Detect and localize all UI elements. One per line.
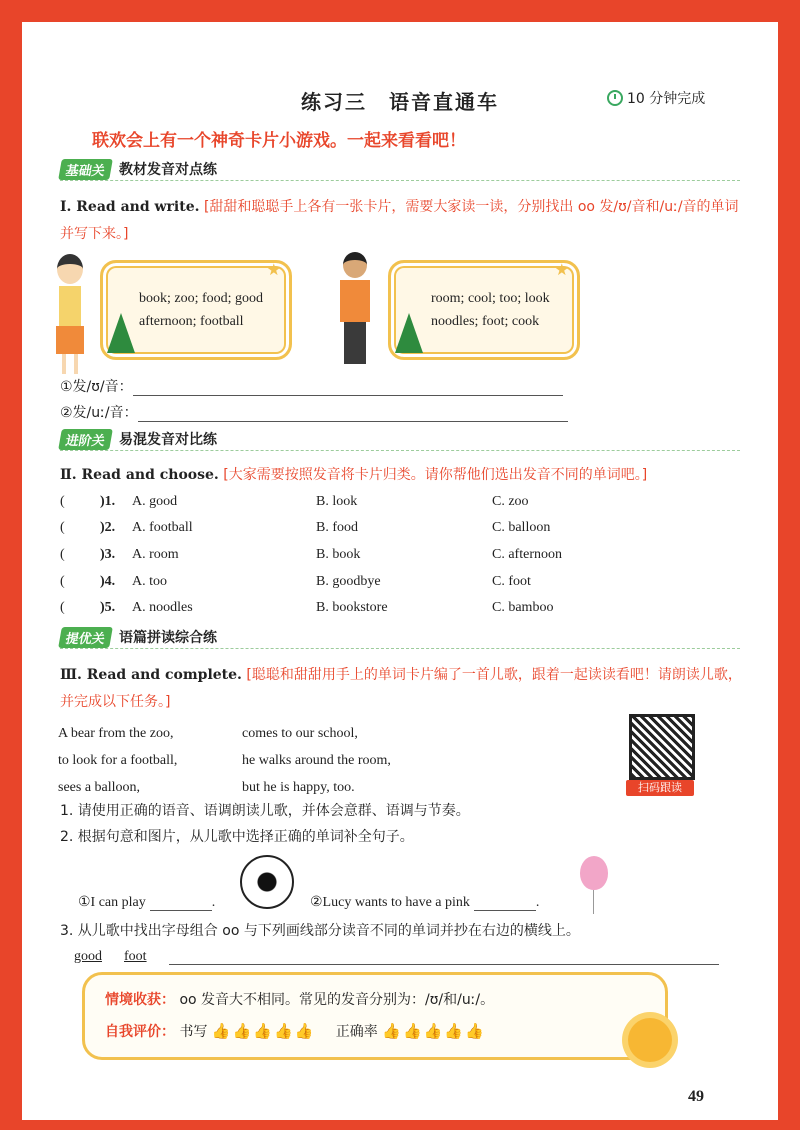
worksheet-page <box>22 22 778 1120</box>
girl-head <box>57 254 83 284</box>
tree-icon <box>395 313 423 353</box>
choice-row <box>60 547 750 573</box>
card2-line2: noodles; foot; cook <box>431 314 540 329</box>
option-c: C. foot <box>492 574 531 589</box>
girl-skirt <box>56 326 84 354</box>
section2-tag: 进阶关 <box>58 429 113 450</box>
option-c: C. balloon <box>492 520 551 535</box>
option-b: B. bookstore <box>316 600 388 615</box>
thumb-icon[interactable]: 👍 <box>382 1022 401 1040</box>
thumb-icon[interactable]: 👍 <box>465 1022 484 1040</box>
tree-icon <box>107 313 135 353</box>
section2-label: 易混发音对比练 <box>119 432 218 448</box>
choice-row <box>60 600 750 626</box>
task-2: 2. 根据句意和图片，从儿歌中选择正确的单词补全句子。 <box>60 829 414 845</box>
star-icon: ★ <box>266 262 281 279</box>
gain-text: oo 发音大不相同。常见的发音分别为：/ʊ/和/uː/。 <box>179 992 495 1008</box>
qr-code[interactable] <box>629 714 695 780</box>
option-b: B. goodbye <box>316 574 381 589</box>
eval-label: 自我评价： <box>105 1024 175 1040</box>
bottom-bar <box>22 1120 778 1130</box>
option-a: A. noodles <box>132 600 193 615</box>
option-c: C. afternoon <box>492 547 562 562</box>
card1-line2: afternoon; football <box>139 314 244 329</box>
fill1-blank[interactable] <box>150 894 212 911</box>
girl-top <box>59 286 81 326</box>
task3-row <box>74 948 719 965</box>
poem-line: to look for a football, <box>58 753 178 768</box>
question1-header <box>60 194 750 248</box>
girl-illustration <box>56 254 84 374</box>
boy-illustration <box>340 252 370 364</box>
choice-row <box>60 520 750 546</box>
poem-line: sees a balloon, <box>58 780 141 795</box>
fill-sentence-1 <box>78 894 215 911</box>
question1-instruction: [甜甜和聪聪手上各有一张卡片，需要大家读一读，分别找出 oo 发/ʊ/音和/uː/音的单词并写下来。] <box>60 199 739 242</box>
task-3: 3. 从儿歌中找出字母组合 oo 与下列画线部分读音不同的单词并抄在右边的横线上。 <box>60 923 580 939</box>
choice-row <box>60 574 750 600</box>
thumb-icon[interactable]: 👍 <box>232 1022 252 1040</box>
word-card-1 <box>100 260 292 360</box>
option-a: A. good <box>132 494 178 509</box>
answer-paren[interactable]: ( <box>60 600 65 615</box>
question3-title: Ⅲ. Read and complete. <box>60 667 242 683</box>
blank-row-1 <box>60 376 563 396</box>
task-1: 1. 请使用正确的语音、语调朗读儿歌，并体会意群、语调与节奏。 <box>60 803 470 819</box>
poem-line: but he is happy, too. <box>242 780 355 795</box>
question2-title: Ⅱ. Read and choose. <box>60 467 219 483</box>
summary-gain <box>105 989 494 1009</box>
answer-paren[interactable]: ( <box>60 520 65 535</box>
thumb-icon[interactable]: 👍 <box>273 1022 293 1040</box>
thumb-icon[interactable]: 👍 <box>211 1022 231 1040</box>
word-card-2 <box>388 260 580 360</box>
option-b: B. book <box>316 547 361 562</box>
answer-paren[interactable]: ( <box>60 574 65 589</box>
option-a: A. too <box>132 574 167 589</box>
thumb-icon[interactable]: 👍 <box>294 1022 314 1040</box>
section3-label: 语篇拼读综合练 <box>119 630 218 646</box>
page-title: 练习三 语音直通车 <box>301 90 499 114</box>
timer-text: 10 分钟完成 <box>627 91 706 107</box>
card2-line1: room; cool; too; look <box>431 291 550 306</box>
poem-line: comes to our school, <box>242 726 358 741</box>
boy-head <box>343 252 367 278</box>
fill-sentence-2 <box>310 894 539 911</box>
section2-header <box>60 428 740 451</box>
summary-eval <box>105 1021 486 1041</box>
soccer-ball-icon <box>240 855 294 909</box>
card1-line1: book; zoo; food; good <box>139 291 264 306</box>
section1-header <box>60 158 740 181</box>
question2-instruction: [大家需要按照发音将卡片归类。请你帮他们选出发音不同的单词吧。] <box>223 467 648 483</box>
question2-header <box>60 462 750 489</box>
fill2-text: ②Lucy wants to have a pink <box>310 895 470 910</box>
blank1-label: ①发/ʊ/音： <box>60 379 133 395</box>
poem-line: A bear from the zoo, <box>58 726 174 741</box>
accuracy-label: 正确率 <box>335 1024 378 1040</box>
intro-text: 联欢会上有一个神奇卡片小游戏。一起来看看吧！ <box>92 131 466 151</box>
answer-paren[interactable]: ( <box>60 494 65 509</box>
option-c: C. bamboo <box>492 600 554 615</box>
fill1-text: ①I can play <box>78 895 146 910</box>
option-a: A. room <box>132 547 179 562</box>
answer-line-1[interactable] <box>133 379 563 396</box>
poem-right <box>242 720 391 801</box>
timer-label <box>607 88 705 108</box>
task3-word: foot <box>124 949 147 964</box>
summary-box <box>82 972 668 1060</box>
section1-tag: 基础关 <box>58 159 113 180</box>
page-number: 49 <box>688 1088 704 1105</box>
boy-pants <box>344 322 366 364</box>
answer-line-2[interactable] <box>138 405 568 422</box>
girl-legs <box>62 354 78 374</box>
choice-row <box>60 494 750 520</box>
blank2-label: ②发/uː/音： <box>60 405 138 421</box>
writing-label: 书写 <box>179 1024 208 1040</box>
sun-icon <box>628 1018 672 1062</box>
star-icon: ★ <box>554 262 569 279</box>
fill2-blank[interactable] <box>474 894 536 911</box>
question3-instruction: [聪聪和甜甜用手上的单词卡片编了一首儿歌，跟着一起读读看吧！请朗读儿歌，并完成以下任务。] <box>60 667 742 710</box>
option-b: B. look <box>316 494 358 509</box>
answer-paren[interactable]: ( <box>60 547 65 562</box>
balloon-string <box>593 890 594 914</box>
blank-row-2 <box>60 402 568 422</box>
option-b: B. food <box>316 520 358 535</box>
fill2-end: . <box>535 895 540 910</box>
section1-label: 教材发音对点练 <box>119 162 218 178</box>
gain-label: 情境收获： <box>105 992 175 1008</box>
boy-shirt <box>340 280 370 322</box>
task3-word: good <box>74 949 102 964</box>
clock-icon <box>607 90 623 106</box>
section3-header <box>60 626 740 649</box>
qr-label: 扫码跟读 <box>626 780 694 796</box>
balloon-icon <box>580 856 608 890</box>
thumb-icon[interactable]: 👍 <box>402 1022 422 1040</box>
question-number: )2. <box>100 520 116 535</box>
task3-answer-line[interactable] <box>169 948 719 965</box>
thumb-icon[interactable]: 👍 <box>423 1022 443 1040</box>
question-number: )1. <box>100 494 116 509</box>
poem-left <box>58 720 177 801</box>
option-a: A. football <box>132 520 193 535</box>
fill1-end: . <box>211 895 216 910</box>
question1-title: Ⅰ. Read and write. <box>60 199 200 215</box>
question3-header <box>60 662 750 716</box>
section3-tag: 提优关 <box>58 627 113 648</box>
option-c: C. zoo <box>492 494 529 509</box>
question-number: )4. <box>100 574 116 589</box>
thumb-icon[interactable]: 👍 <box>444 1022 463 1040</box>
question-number: )3. <box>100 547 116 562</box>
poem-line: he walks around the room, <box>242 753 391 768</box>
thumb-icon[interactable]: 👍 <box>253 1022 272 1040</box>
question-number: )5. <box>100 600 116 615</box>
